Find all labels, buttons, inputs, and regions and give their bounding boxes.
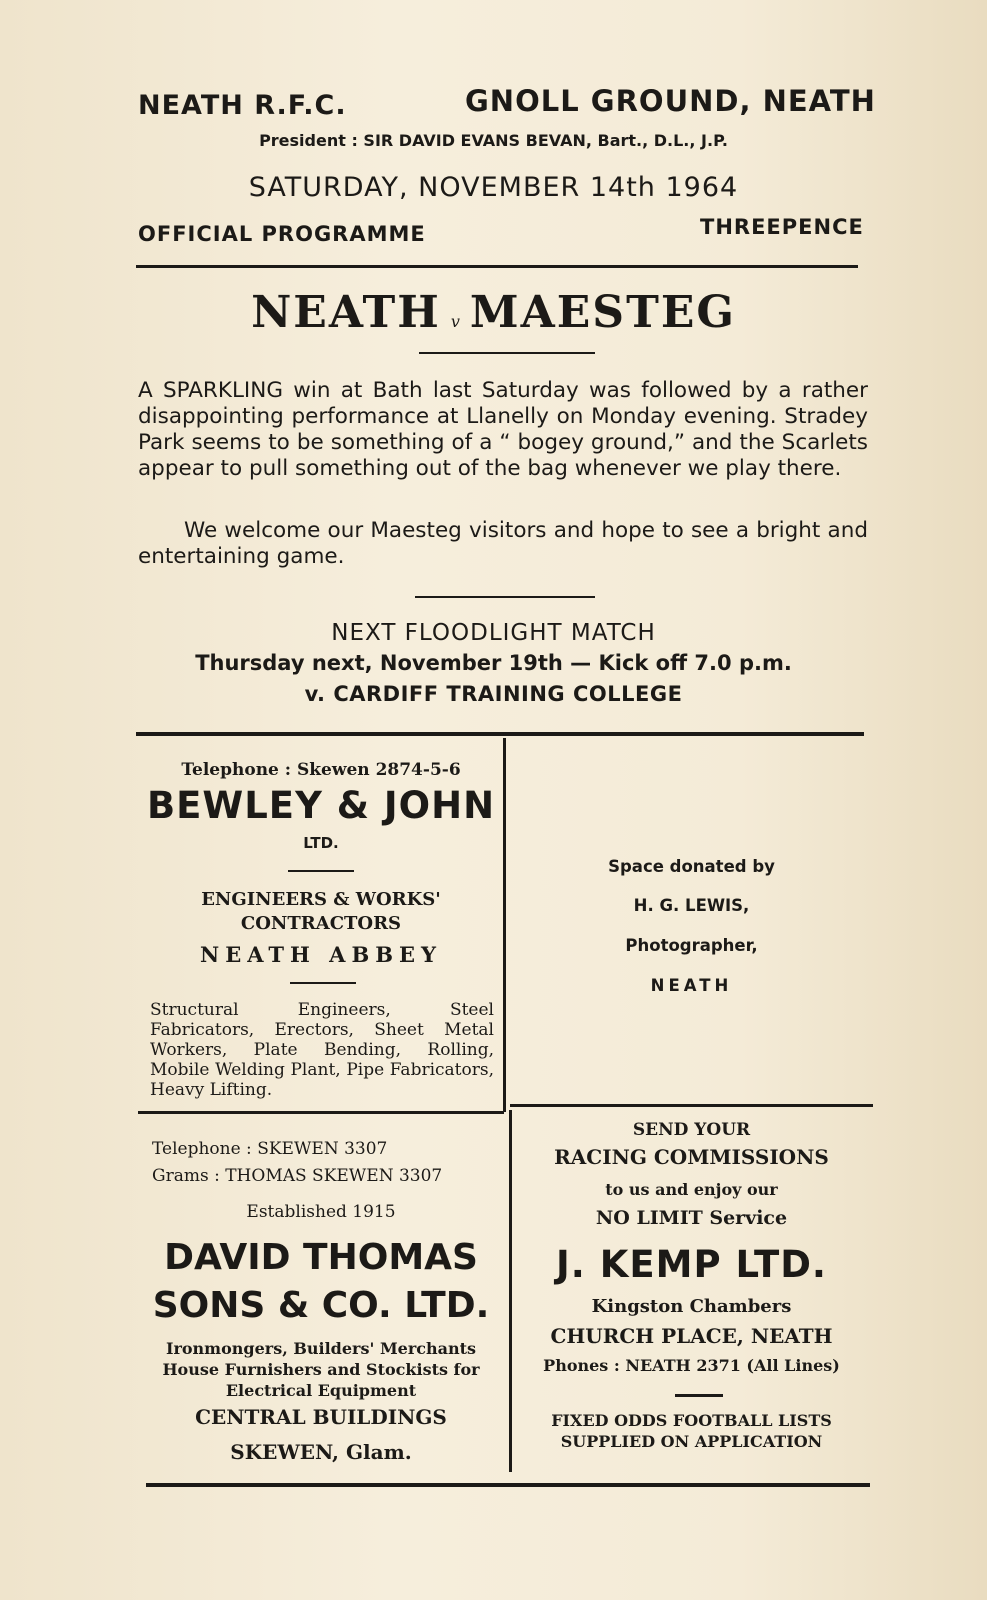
ads-top-rule [136, 732, 864, 736]
home-team: NEATH [251, 287, 441, 338]
versus-mark: v [450, 312, 460, 331]
thomas-description: Ironmongers, Builders' Merchants House Furnishers and Stockists for Electrical Equipment [162, 1339, 480, 1400]
next-match-heading: NEXT FLOODLIGHT MATCH [331, 620, 656, 646]
club-name: NEATH R.F.C. [138, 90, 347, 121]
thomas-address-2: SKEWEN, Glam. [230, 1440, 412, 1464]
bewley-place: NEATH ABBEY [200, 942, 442, 967]
price-label: THREEPENCE [700, 215, 864, 239]
kemp-line-3: to us and enjoy our [605, 1180, 778, 1199]
bewley-divider-1 [288, 870, 354, 872]
kemp-name: J. KEMP LTD. [556, 1243, 827, 1286]
kemp-address-2: CHURCH PLACE, NEATH [550, 1324, 833, 1348]
kemp-phones: Phones : NEATH 2371 (All Lines) [543, 1356, 840, 1375]
ground-name: GNOLL GROUND, NEATH [465, 84, 876, 118]
away-team: MAESTEG [469, 287, 736, 338]
thomas-telephone: Telephone : SKEWEN 3307 [152, 1139, 388, 1159]
programme-label: OFFICIAL PROGRAMME [138, 222, 426, 246]
kemp-divider [675, 1394, 723, 1397]
space-donated-line-2: H. G. LEWIS, [633, 896, 750, 915]
bewley-name: BEWLEY & JOHN [146, 784, 496, 827]
space-donated-line-3: Photographer, [625, 936, 758, 955]
header-divider [136, 265, 858, 268]
ads-middle-rule-left [138, 1111, 504, 1114]
kemp-address-1: Kingston Chambers [591, 1296, 792, 1317]
match-date: SATURDAY, NOVEMBER 14th 1964 [248, 172, 739, 203]
thomas-name-line-1: DAVID THOMAS [164, 1237, 478, 1278]
intro-paragraph-2: We welcome our Maesteg visitors and hope to see a bright and entertaining game. [138, 518, 868, 569]
bewley-trade-line-1: ENGINEERS & WORKS' [201, 889, 441, 910]
thomas-name-line-2: SONS & CO. LTD. [152, 1285, 490, 1326]
intro-paragraph-1: A SPARKLING win at Bath last Saturday was followed by a rather disappointing performance at Llanelly on Monday evening. Stradey Park seems to be something of a “ bogey ground,” and the Scarlets appear to pull something out of the bag whenever we play there. [138, 378, 868, 481]
thomas-grams: Grams : THOMAS SKEWEN 3307 [152, 1166, 443, 1186]
thomas-established: Established 1915 [246, 1202, 396, 1222]
bewley-ltd: LTD. [303, 834, 339, 852]
ads-middle-rule-right [510, 1104, 873, 1107]
kemp-line-2: RACING COMMISSIONS [554, 1145, 829, 1169]
thomas-name [138, 1234, 504, 1330]
bewley-trade [138, 888, 504, 936]
kemp-line-1: SEND YOUR [632, 1120, 751, 1140]
headline-divider [419, 352, 595, 354]
match-headline [0, 287, 987, 338]
space-donated-line-1: Space donated by [608, 857, 775, 876]
president-line: President : SIR DAVID EVANS BEVAN, Bart., D.L., J.P. [259, 131, 728, 150]
bewley-divider-2 [290, 982, 356, 984]
next-match-date: Thursday next, November 19th — Kick off 7.0 p.m. [195, 651, 792, 675]
next-match-opponent: v. CARDIFF TRAINING COLLEGE [304, 682, 683, 706]
space-donated-line-4: NEATH [650, 976, 733, 995]
thomas-contacts [152, 1136, 504, 1190]
intro-divider [415, 596, 595, 598]
kemp-footer: FIXED ODDS FOOTBALL LISTS SUPPLIED ON APPLICATION [551, 1411, 832, 1451]
thomas-address-1: CENTRAL BUILDINGS [195, 1405, 447, 1429]
ads-bottom-rule [146, 1483, 870, 1487]
bewley-description: Structural Engineers, Steel Fabricators, Erectors, Sheet Metal Workers, Plate Bending, Rolling, Mobile Welding Plant, Pipe Fabricators, Heavy Lifting. [150, 1000, 494, 1100]
bewley-telephone: Telephone : Skewen 2874-5-6 [181, 760, 461, 780]
bewley-trade-line-2: CONTRACTORS [240, 913, 402, 934]
kemp-line-4: NO LIMIT Service [595, 1207, 788, 1229]
